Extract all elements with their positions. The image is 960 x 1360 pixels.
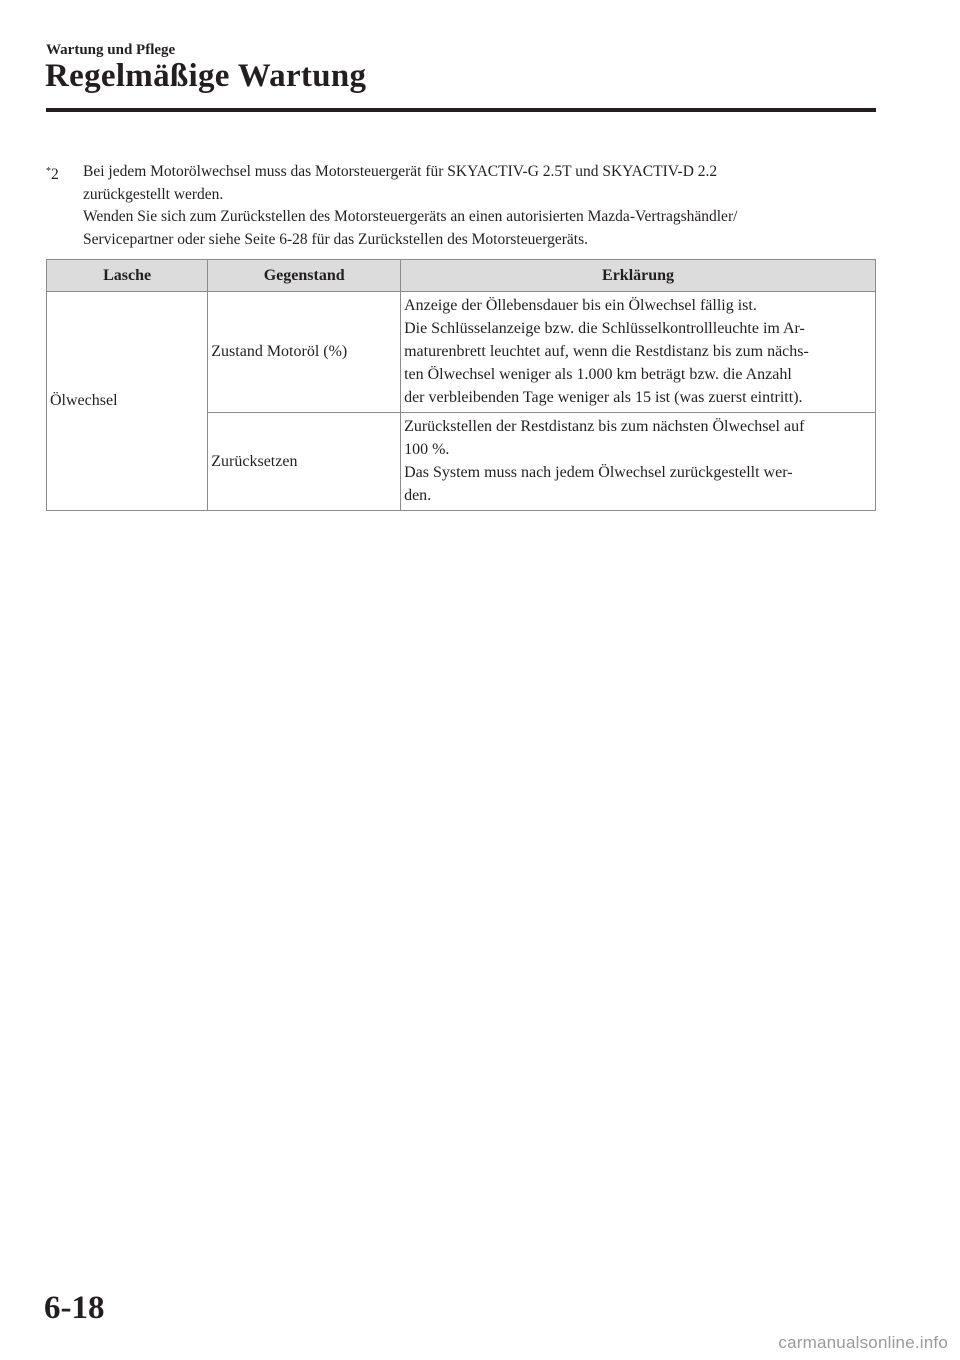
- footnote-body: [83, 161, 876, 251]
- footnote-number: 2: [51, 166, 59, 183]
- maintenance-table: [46, 259, 876, 511]
- page-number: 6-18: [44, 1290, 105, 1326]
- cell-description: [401, 413, 876, 511]
- watermark-link[interactable]: carmanualsonline.info: [778, 1333, 948, 1352]
- description-line: Die Schlüsselanzeige bzw. die Schlüsselkontrollleuchte im Ar-: [404, 320, 805, 337]
- description-line: 100 %.: [404, 441, 450, 458]
- table-header-row: [47, 260, 876, 292]
- header-lasche: Lasche: [47, 260, 208, 292]
- description-line: Das System muss nach jedem Ölwechsel zurückgestellt wer-: [404, 464, 793, 481]
- footnote-line: Servicepartner oder siehe Seite 6-28 für das Zurückstellen des Motorsteuergeräts.: [83, 230, 589, 248]
- footnote-line: Bei jedem Motorölwechsel muss das Motorsteuergerät für SKYACTIV-G 2.5T und SKYACTIV-D 2.2: [83, 163, 718, 180]
- cell-item: Zustand Motoröl (%): [208, 292, 401, 413]
- footnote: [46, 161, 876, 251]
- footnote-asterisk: *: [46, 166, 51, 177]
- cell-tab: Ölwechsel: [47, 292, 208, 511]
- description-line: Zurückstellen der Restdistanz bis zum nächsten Ölwechsel auf: [404, 418, 805, 435]
- footnote-line: Wenden Sie sich zum Zurückstellen des Motorsteuergeräts an einen autorisierten Mazda-Vertragshändler/: [83, 208, 738, 225]
- description-line: maturenbrett leuchtet auf, wenn die Restdistanz bis zum nächs-: [404, 343, 809, 360]
- page-title: Regelmäßige Wartung: [45, 58, 367, 94]
- section-label: Wartung und Pflege: [46, 42, 176, 58]
- cell-description: [401, 292, 876, 413]
- footnote-marker: [46, 161, 80, 187]
- cell-item: Zurücksetzen: [208, 413, 401, 511]
- description-line: Anzeige der Öllebensdauer bis ein Ölwechsel fällig ist.: [404, 297, 757, 314]
- title-rule: [46, 108, 876, 112]
- description-line: ten Ölwechsel weniger als 1.000 km beträgt bzw. die Anzahl: [404, 366, 792, 383]
- table-row: [47, 292, 876, 413]
- description-line: der verbleibenden Tage weniger als 15 ist (was zuerst eintritt).: [404, 389, 803, 406]
- footnote-line: zurückgestellt werden.: [83, 185, 224, 203]
- header-erklaerung: Erklärung: [401, 260, 876, 292]
- header-gegenstand: Gegenstand: [208, 260, 401, 292]
- description-line: den.: [404, 487, 432, 504]
